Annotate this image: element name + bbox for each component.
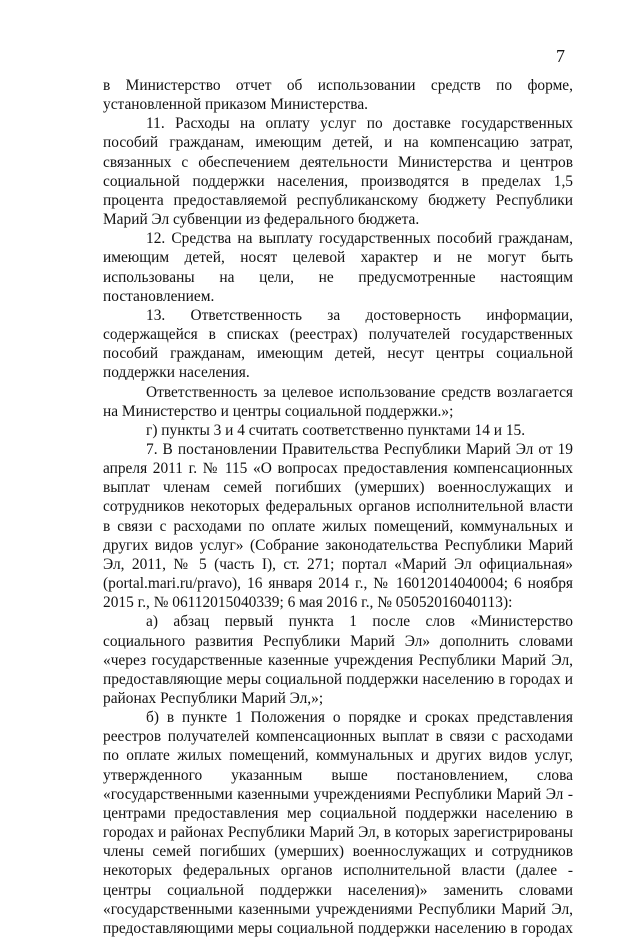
paragraph-item-13: 13. Ответственность за достоверность информации, содержащейся в списках (реестрах) получателей государственных пособий гражданам, имеющим детей, несут центры социальной поддержки населения. (103, 306, 573, 382)
paragraph-item-11: 11. Расходы на оплату услуг по доставке государственных пособий гражданам, имеющим детей, и на компенсацию затрат, связанных с обеспечением деятельности Министерства и центров социальной поддержки населения, производятся в пределах 1,5 процента предоставляемой республиканскому бюджету Республики Марий Эл субвенции из федерального бюджета. (103, 115, 573, 229)
paragraph-responsibility: Ответственность за целевое использование средств возлагается на Министерство и центры социальной поддержки.»; (103, 383, 573, 420)
paragraph-item-12: 12. Средства на выплату государственных пособий гражданам, имеющим детей, носят целевой характер и не могут быть использованы на цели, не предусмотренные настоящим постановлением. (103, 230, 573, 305)
document-body (103, 76, 573, 938)
paragraph-item-7: 7. В постановлении Правительства Республики Марий Эл от 19 апреля 2011 г. № 115 «О вопросах предоставления компенсационных выплат членам семей погибших (умерших) военнослужащих и сотрудников некоторых федеральных органов исполнительной власти в связи с расходами по оплате жилых помещений, коммунальных и других видов услуг» (Собрание законодательства Республики Марий Эл, 2011, № 5 (часть I), ст. 271; портал «Марий Эл официальная» (portal.mari.ru/pravo), 16 января 2014 г., № 16012014040004; 6 ноября 2015 г., № 06112015040339; 6 мая 2016 г., № 05052016040113): (103, 440, 573, 612)
page-number: 7 (556, 46, 565, 66)
paragraph-subitem-b: б) в пункте 1 Положения о порядке и сроках представления реестров получателей компенсационных выплат в связи с расходами по оплате жилых помещений, коммунальных и других видов услуг, утвержденного указанным выше постановлением, слова «государственными казенными учреждениями Республики Марий Эл - центрами предоставления мер социальной поддержки населению в городах и районах Республики Марий Эл, в которых зарегистрированы члены семей погибших (умерших) военнослужащих и сотрудников некоторых федеральных органов исполнительной власти (далее - центры социальной поддержки населения)» заменить словами «государственными казенными учреждениями Республики Марий Эл, предоставляющими меры социальной поддержки населению в городах (103, 709, 573, 937)
paragraph-subitem-g: г) пункты 3 и 4 считать соответственно пунктами 14 и 15. (146, 421, 526, 439)
paragraph-intro: в Министерство отчет об использовании средств по форме, установленной приказом Министерства. (103, 77, 573, 114)
paragraph-subitem-a: а) абзац первый пункта 1 после слов «Министерство социального развития Республики Марий Эл» дополнить словами «через государственные казенные учреждения Республики Марий Эл, предоставляющие меры социальной поддержки населению в городах и районах Республики Марий Эл,»; (103, 613, 573, 707)
